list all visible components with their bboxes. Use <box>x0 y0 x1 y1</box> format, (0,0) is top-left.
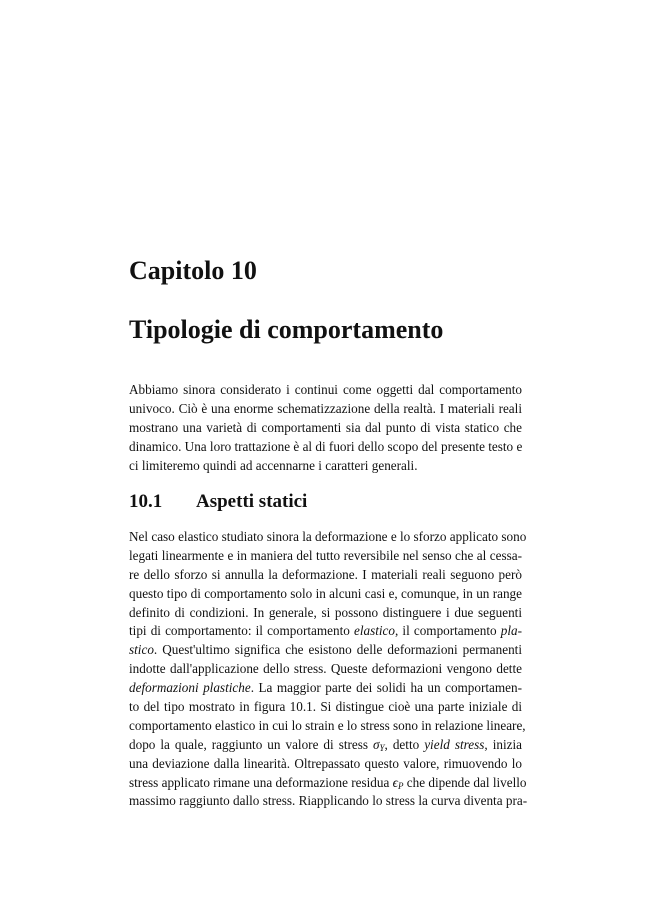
text-run: . Quest'ultimo significa che esistono delle deformazioni permanenti <box>153 642 522 658</box>
text-run: dopo la quale, raggiunto un valore di stress <box>129 736 373 752</box>
italic-term-plastico: stico <box>129 642 154 658</box>
math-epsilon-symbol: ϵ <box>392 774 398 790</box>
chapter-label: Capitolo 10 <box>129 256 257 285</box>
text-line: Nel caso elastico studiato sinora la deformazione e lo sforzo applicato sono <box>129 529 527 544</box>
text-line: comportamento elastico in cui lo strain e lo stress sono in relazione lineare, <box>129 717 526 733</box>
text-line: questo tipo di comportamento solo in alcuni casi e, comunque, in un range <box>129 585 522 601</box>
italic-term-plastico: pla- <box>500 623 522 639</box>
italic-term-elastico: elastico <box>353 623 395 639</box>
text-line: dinamico. Una loro trattazione è al di fuori dello scopo del presente testo e <box>129 438 523 454</box>
text-line: ci limiteremo quindi ad accennarne i caratteri generali. <box>129 457 418 473</box>
text-run: che dipende dal livello <box>403 774 527 790</box>
text-line: legati linearmente e in maniera del tutto reversibile nel senso che al cessa- <box>129 547 522 563</box>
section-number: 10.1 <box>129 491 163 512</box>
text-run: . La maggior parte dei solidi ha un comportamen- <box>250 680 522 696</box>
text-run: , detto <box>384 736 425 752</box>
text-line: re dello sforzo si annulla la deformazione. I materiali reali seguono però <box>129 566 522 582</box>
text-line: indotte dall'applicazione dello stress. Queste deformazioni vengono dette <box>129 661 522 677</box>
text-line <box>129 641 522 660</box>
text-line: mostrano una varietà di comportamenti sia dal punto di vista statico che <box>129 419 522 435</box>
italic-term-yield-stress: yield stress <box>424 736 485 752</box>
text-line: definito di condizioni. In generale, si possono distinguere i due seguenti <box>129 604 522 620</box>
section-heading <box>129 490 307 514</box>
text-line: univoco. Ciò è una enorme schematizzazione della realtà. I materiali reali <box>129 400 522 416</box>
math-sigma-symbol: σ <box>373 736 380 752</box>
math-subscript: P <box>397 780 404 791</box>
text-line <box>129 736 522 755</box>
chapter-title: Tipologie di comportamento <box>129 315 444 344</box>
text-line <box>129 774 527 793</box>
text-line <box>129 679 522 698</box>
text-line: to del tipo mostrato in figura 10.1. Si distingue cioè una parte iniziale di <box>129 699 522 715</box>
text-line: massimo raggiunto dallo stress. Riapplicando lo stress la curva diventa pra- <box>129 793 528 809</box>
text-line <box>129 622 522 641</box>
text-run: tipi di comportamento: il comportamento <box>129 623 354 639</box>
intro-paragraph <box>129 381 522 475</box>
section-title: Aspetti statici <box>196 491 308 512</box>
text-run: , il comportamento <box>395 623 501 639</box>
text-run: , inizia <box>484 736 522 752</box>
text-run: stress applicato rimane una deformazione residua <box>129 774 393 790</box>
body-paragraph <box>129 528 528 811</box>
math-subscript: Y <box>379 742 385 753</box>
italic-term-deformazioni-plastiche: deformazioni plastiche <box>129 680 251 696</box>
text-line: una deviazione dalla linearità. Oltrepassato questo valore, rimuovendo lo <box>129 755 522 771</box>
text-line: Abbiamo sinora considerato i continui come oggetti dal comportamento <box>129 382 522 397</box>
